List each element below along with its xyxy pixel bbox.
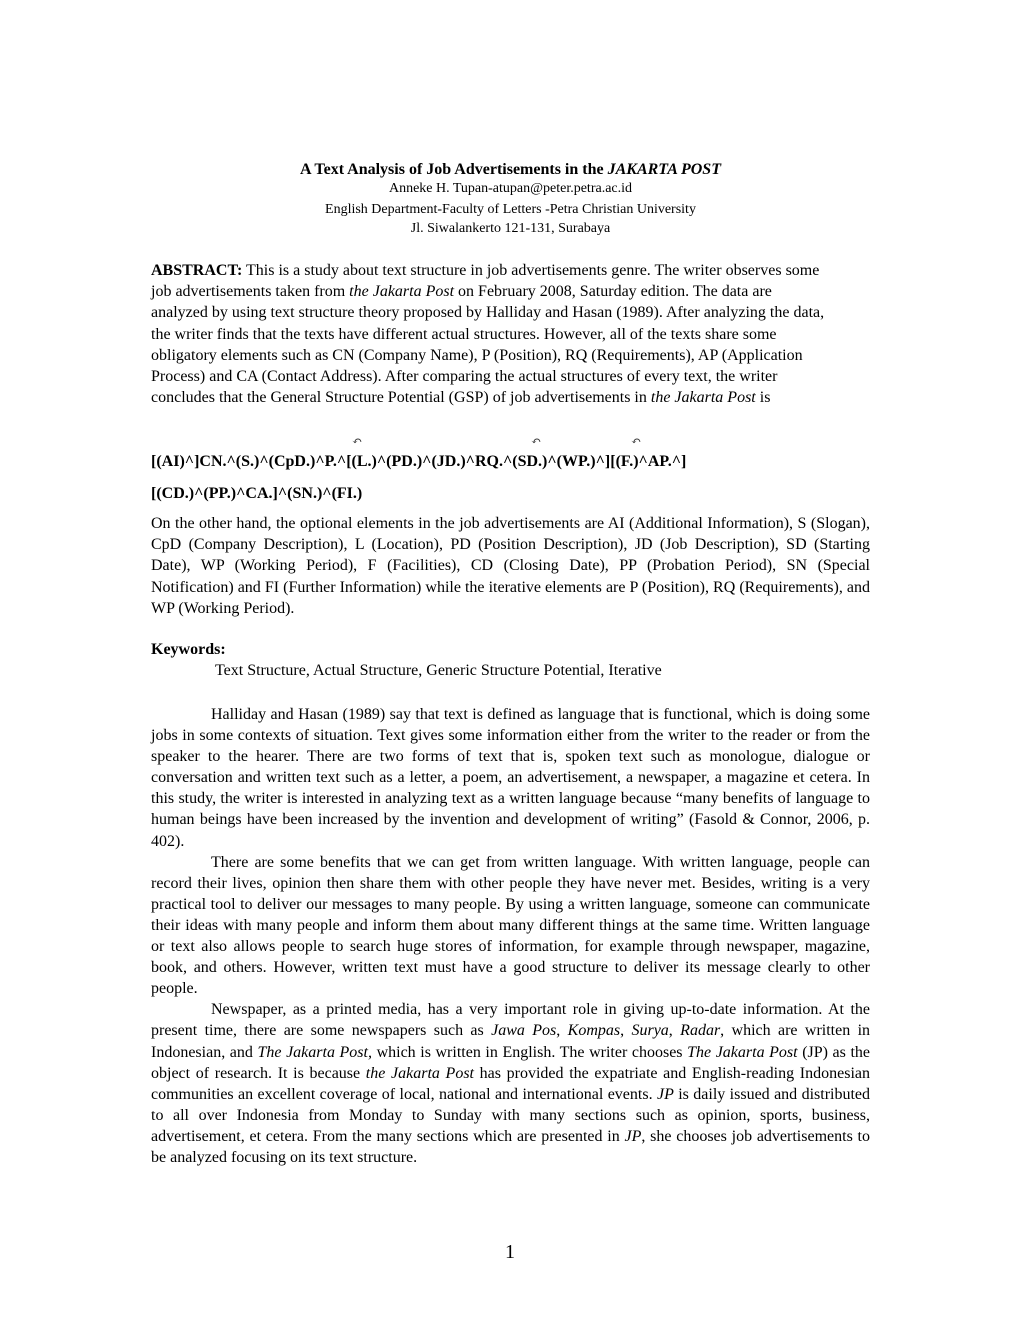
iterative-arc-icon: ↶ xyxy=(631,434,642,448)
gsp-formula-line-2: [(CD.)^(PP.)^CA.]^(SN.)^(FI.) xyxy=(151,485,363,502)
abstract-text-3: is xyxy=(755,389,771,407)
p3-italic: JP xyxy=(656,1085,674,1103)
p3-italic: The Jakarta Post, xyxy=(257,1043,372,1061)
optional-elements-paragraph: On the other hand, the optional elements in the job advertisements are AI (Additional Information), S (Slogan), CpD (Company Description), L (Location), PD (Position Description), JD (Job Description), SD (Starting Date), WP (Working Period), F (Facilities), CD (Closing Date), PP (Probation Period), SN (Special Notification) and FI (Further Information) while the iterative elements are P (Position), RQ (Requirements), and WP (Working Period). xyxy=(151,515,870,617)
body-paragraph-3 xyxy=(151,999,870,1168)
p3-text: , xyxy=(620,1022,632,1040)
abstract-italic-2: the Jakarta Post xyxy=(650,389,756,407)
p3-text: , which are written in Indonesian, and xyxy=(151,1022,871,1061)
body-text xyxy=(151,704,870,1168)
p3-text: , xyxy=(668,1022,681,1040)
paper-title xyxy=(151,160,870,180)
department-line: English Department-Faculty of Letters -Petra Christian University xyxy=(325,202,696,217)
p3-text: (JP) as the object of research. It is because xyxy=(151,1043,871,1082)
p3-italic: JP xyxy=(624,1127,642,1145)
abstract-italic-1: the Jakarta Post xyxy=(349,283,455,301)
p3-italic: Surya xyxy=(631,1022,669,1040)
p3-text: which is written in English. The writer chooses xyxy=(371,1043,688,1061)
p3-italic: The Jakarta Post xyxy=(687,1043,798,1061)
gsp-formula-line-1: [(AI)^]CN.^(S.)^(CpD.)^P.^[(L.)^(PD.)^(JD.)^RQ.^(SD.)^(WP.)^][(F.)^AP.^] xyxy=(151,453,687,470)
p3-text: Newspaper, as a printed media, has a very important role in giving up-to-date information. At the present time, there are some newspapers such as xyxy=(151,1001,870,1040)
p3-italic: Radar xyxy=(680,1022,721,1040)
keywords-label: Keywords: xyxy=(151,641,226,658)
p3-italic: Kompas xyxy=(567,1022,621,1040)
body-paragraph-1: Halliday and Hasan (1989) say that text is defined as language that is functional, which is doing some jobs in some contexts of situation. Text gives some information either from the writer to the reader or from the speaker to the hearer. There are two forms of text that is, spoken text such as monologue, dialogue or conversation and written text such as a letter, a poem, an advertisement, a newspaper, a magazine et cetera. In this study, the writer is interested in analyzing text as a written language because “many benefits of language to human beings have been increased by the invention and development of writing” (Fasold & Connor, 2006, p. 402). xyxy=(151,706,870,850)
body-paragraph-2: There are some benefits that we can get from written language. With written language, people can record their lives, opinion then share them with other people they have never met. Besides, writing is a very practical tool to deliver our messages to many people. By using a written language, someone can communicate their ideas with many people and inform them about many different things at the same time. Written language or text also allows people to search huge stores of information, for example through newspaper, magazine, book, and others. However, written text must have a good structure to deliver its message clearly to other people. xyxy=(151,853,870,998)
author-line: Anneke H. Tupan-atupan@peter.petra.ac.id xyxy=(388,181,633,196)
p3-text: , xyxy=(556,1022,568,1040)
p3-italic: Jawa Pos xyxy=(491,1022,557,1040)
keywords-text: Text Structure, Actual Structure, Generic Structure Potential, Iterative xyxy=(215,662,662,679)
p3-text: is daily issued and distributed to all over Indonesia from Monday to Sunday with many sections such as opinion, sports, business, advertisement, et cetera. From the many sections which are presented in xyxy=(151,1085,871,1145)
abstract-label: ABSTRACT: xyxy=(151,262,243,279)
iterative-arcs xyxy=(0,435,1020,449)
address-line: Jl. Siwalankerto 121-131, Surabaya xyxy=(410,221,611,236)
title-italic: JAKARTA POST xyxy=(607,161,721,178)
title-main: A Text Analysis of Job Advertisements in the xyxy=(300,161,608,178)
abstract-text-1: This is a study about text structure in job advertisements genre. The writer observes some job advertisements taken from xyxy=(151,262,820,301)
abstract xyxy=(151,260,831,408)
p3-text: , she chooses job advertisements to be analyzed focusing on its text structure. xyxy=(151,1127,871,1166)
iterative-arc-icon: ↶ xyxy=(531,434,542,448)
iterative-arc-icon: ↶ xyxy=(352,434,363,448)
p3-text: has provided the expatriate and English-reading Indonesian communities an excellent coverage of local, national and international events. xyxy=(151,1064,870,1103)
abstract-text-2: on February 2008, Saturday edition. The data are analyzed by using text structure theory proposed by Halliday and Hasan (1989). After analyzing the data, the writer finds that the texts have different actual structures. However, all of the texts share some obligatory elements such as CN (Company Name), P (Position), RQ (Requirements), AP (Application Process) and CA (Contact Address). After comparing the actual structures of every text, the writer concludes that the General Structure Potential (GSP) of job advertisements in xyxy=(151,283,825,407)
page-number: 1 xyxy=(505,1241,515,1263)
p3-italic: the Jakarta Post xyxy=(365,1064,474,1082)
